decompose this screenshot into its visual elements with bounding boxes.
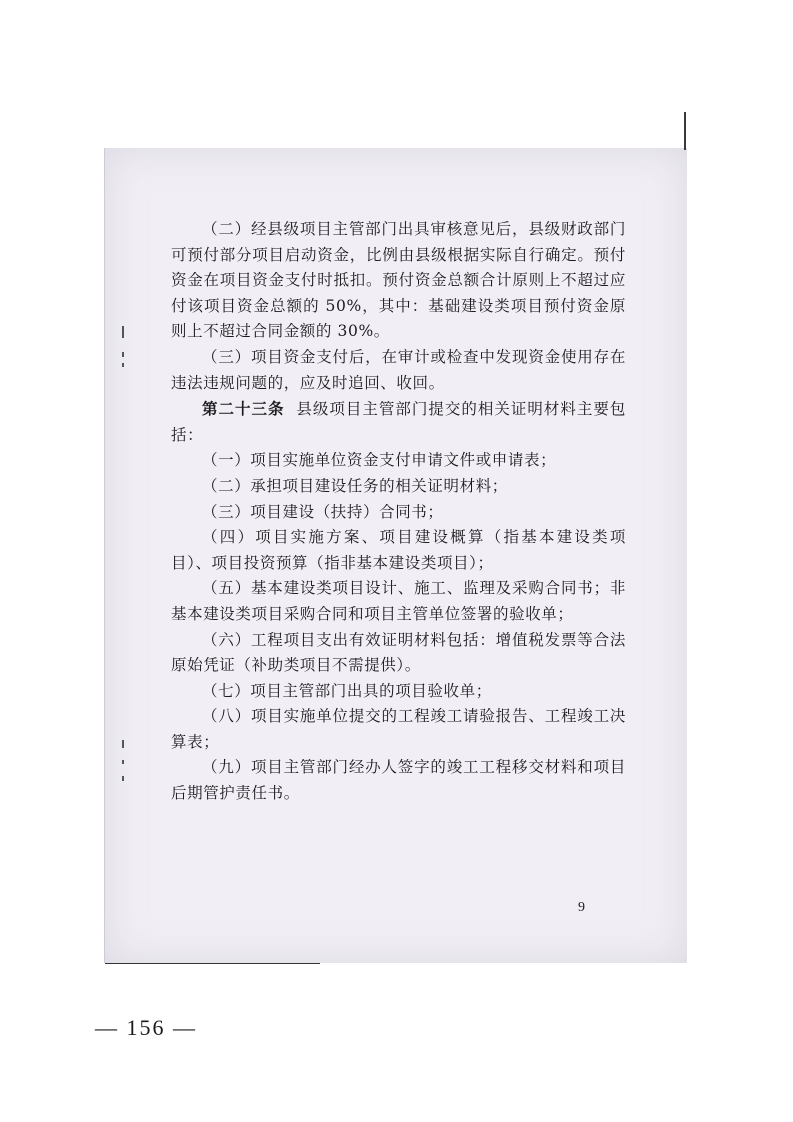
- paragraph: （二）经县级项目主管部门出具审核意见后，县级财政部门可预付部分项目启动资金，比例由县级根据实际自行确定。预付资金在项目资金支付时抵扣。预付资金总额合计原则上不超过应付该项目资金总额的 50%，其中：基础建设类项目预付资金原则上不超过合同金额的 30%。: [171, 220, 626, 341]
- binding-mark: [122, 352, 124, 357]
- article-text: 县级项目主管部门提交的相关证明材料主要包括：: [171, 400, 626, 444]
- article-heading: 第二十三条: [202, 399, 285, 419]
- list-item: （七）项目主管部门出具的项目验收单；: [202, 681, 492, 700]
- list-item: （一）项目实施单位资金支付申请文件或申请表；: [202, 451, 557, 470]
- document-body: [171, 217, 626, 807]
- list-item: （六）工程项目支出有效证明材料包括：增值税发票等合法原始凭证（补助类项目不需提供）。: [171, 630, 626, 675]
- page-number: — 156 —: [95, 1015, 197, 1040]
- binding-mark: [122, 363, 124, 367]
- divider: [105, 963, 320, 964]
- list-item: （四）项目实施方案、项目建设概算（指基本建设类项目）、项目投资预算（指非基本建设类项目）；: [171, 528, 626, 572]
- paragraph: （三）项目资金支付后，在审计或检查中发现资金使用存在违法违规问题的，应及时追回、收回。: [171, 347, 626, 392]
- scan-right-edge: [684, 112, 686, 150]
- binding-mark: [122, 740, 124, 748]
- list-item: （五）基本建设类项目设计、施工、监理及采购合同书；非基本建设类项目采购合同和项目主管单位签署的验收单；: [171, 579, 626, 623]
- list-item: （三）项目建设（扶持）合同书；: [202, 502, 444, 521]
- scan-left-edge: [104, 148, 105, 963]
- list-item: （二）承担项目建设任务的相关证明材料；: [202, 476, 508, 495]
- list-item: （八）项目实施单位提交的工程竣工请验报告、工程竣工决算表；: [171, 707, 626, 751]
- binding-mark: [122, 776, 124, 781]
- list-item: （九）项目主管部门经办人签字的竣工工程移交材料和项目后期管护责任书。: [171, 758, 626, 803]
- binding-mark: [122, 326, 124, 338]
- binding-mark: [122, 760, 124, 764]
- article-paragraph: [171, 396, 626, 448]
- inner-page-number: 9: [578, 900, 585, 915]
